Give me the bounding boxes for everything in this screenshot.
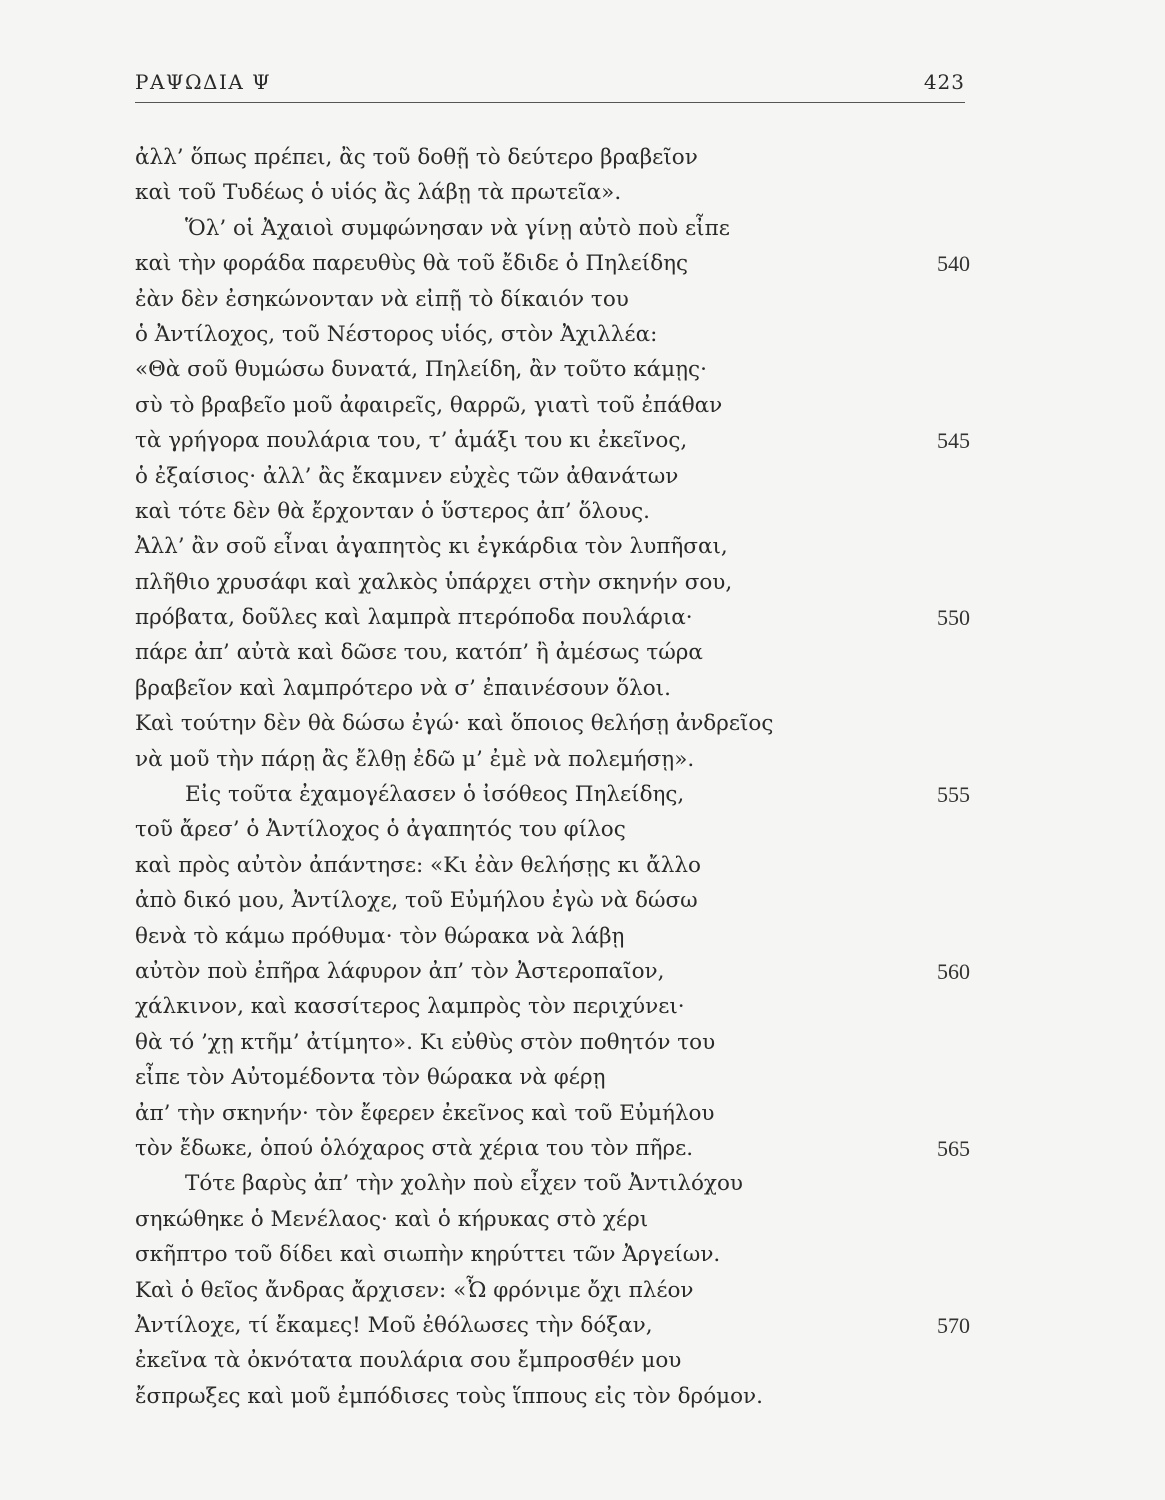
verse-line (135, 1379, 970, 1414)
verse-text: ἔσπρωξες καὶ μοῦ ἐμπόδισες τοὺς ἵππους εἰς τὸν δρόμον. (135, 1383, 763, 1409)
verse-line (135, 812, 970, 847)
verse-line (135, 423, 970, 458)
verse-text: καὶ τότε δὲν θὰ ἔρχονταν ὁ ὕστερος ἀπ’ ὅλους. (135, 498, 650, 524)
verse-text: σὺ τὸ βραβεῖο μοῦ ἀφαιρεῖς, θαρρῶ, γιατὶ τοῦ ἐπάθαν (135, 392, 723, 418)
verse-line (135, 848, 970, 883)
verse-line (135, 352, 970, 387)
verse-text: χάλκινον, καὶ κασσίτερος λαμπρὸς τὸν περιχύνει· (135, 994, 685, 1020)
line-number: 565 (937, 1135, 970, 1161)
verse-line (135, 706, 970, 741)
verse-line (135, 282, 970, 317)
verse-text: νὰ μοῦ τὴν πάρῃ ἂς ἔλθῃ ἐδῶ μ’ ἐμὲ νὰ πολεμήσῃ». (135, 746, 695, 772)
verse-line (135, 175, 970, 210)
verse-text: θενὰ τὸ κάμω πρόθυμα· τὸν θώρακα νὰ λάβῃ (135, 923, 625, 949)
verse-text: καὶ πρὸς αὐτὸν ἀπάντησε: «Κι ἐὰν θελήσῃς κι ἄλλο (135, 852, 701, 878)
verse-text: Τότε βαρὺς ἀπ’ τὴν χολὴν ποὺ εἶχεν τοῦ Ἀντιλόχου (185, 1171, 743, 1197)
verse-line (135, 600, 970, 635)
verse-line (135, 317, 970, 352)
verse-text: «Θὰ σοῦ θυμώσω δυνατά, Πηλείδη, ἂν τοῦτο κάμῃς· (135, 357, 707, 383)
verse-text: Καὶ ὁ θεῖος ἄνδρας ἄρχισεν: «Ὦ φρόνιμε ὄχι πλέον (135, 1277, 694, 1303)
verse-line (135, 459, 970, 494)
verse-line (135, 1343, 970, 1378)
verse-line (135, 1166, 970, 1201)
verse-line (135, 211, 970, 246)
verse-text: σκῆπτρο τοῦ δίδει καὶ σιωπὴν κηρύττει τῶν Ἀργείων. (135, 1242, 721, 1268)
line-number: 545 (937, 428, 970, 454)
verse-text: πλῆθιο χρυσάφι καὶ χαλκὸς ὑπάρχει στὴν σκηνήν σου, (135, 569, 733, 595)
verse-text: ἐκεῖνα τὰ ὀκνότατα πουλάρια σου ἔμπροσθέν μου (135, 1348, 682, 1374)
verse-line (135, 140, 970, 175)
verse-text: Ἀντίλοχε, τί ἔκαμες! Μοῦ ἐθόλωσες τὴν δόξαν, (135, 1312, 653, 1338)
verse-text: καὶ τὴν φοράδα παρευθὺς θὰ τοῦ ἔδιδε ὁ Πηλείδης (135, 251, 689, 277)
verse-line (135, 989, 970, 1024)
verse-line (135, 777, 970, 812)
verse-text: τὰ γρήγορα πουλάρια του, τ’ ἁμάξι του κι ἐκεῖνος, (135, 428, 688, 454)
verse-text: Εἰς τοῦτα ἐχαμογέλασεν ὁ ἰσόθεος Πηλείδης, (185, 782, 685, 808)
verse-line (135, 565, 970, 600)
verse-text: πάρε ἀπ’ αὐτὰ καὶ δῶσε του, κατόπ’ ἢ ἀμέσως τώρα (135, 640, 703, 666)
verse-text: ὁ Ἀντίλοχος, τοῦ Νέστορος υἱός, στὸν Ἀχιλλέα: (135, 321, 658, 347)
running-head: ΡΑΨΩΔΙΑ Ψ (135, 70, 272, 94)
verse-line (135, 494, 970, 529)
verse-text: καὶ τοῦ Τυδέως ὁ υἱός ἂς λάβῃ τὰ πρωτεῖα». (135, 180, 622, 206)
verse-text: ἐὰν δὲν ἐσηκώνονταν νὰ εἰπῇ τὸ δίκαιόν του (135, 286, 629, 312)
verse-line (135, 1308, 970, 1343)
verse-text: Ὅλ’ οἱ Ἀχαιοὶ συμφώνησαν νὰ γίνῃ αὐτὸ ποὺ εἶπε (185, 215, 730, 241)
verse-line (135, 1060, 970, 1095)
verse-line (135, 388, 970, 423)
verse-line (135, 1237, 970, 1272)
verse-line (135, 883, 970, 918)
verse-line (135, 1096, 970, 1131)
verse-line (135, 919, 970, 954)
verse-line (135, 246, 970, 281)
page-header (135, 70, 965, 102)
line-number: 540 (937, 251, 970, 277)
verse-text: αὐτὸν ποὺ ἐπῆρα λάφυρον ἀπ’ τὸν Ἀστεροπαῖον, (135, 958, 665, 984)
verse-text: τὸν ἔδωκε, ὁπού ὁλόχαρος στὰ χέρια του τὸν πῆρε. (135, 1135, 694, 1161)
verse-text: Ἀλλ’ ἂν σοῦ εἶναι ἀγαπητὸς κι ἐγκάρδια τὸν λυπῆσαι, (135, 534, 728, 560)
verse-text: βραβεῖον καὶ λαμπρότερο νὰ σ’ ἐπαινέσουν ὅλοι. (135, 675, 671, 701)
line-number: 570 (937, 1312, 970, 1338)
line-number: 560 (937, 958, 970, 984)
verse-text: θὰ τό ’χῃ κτῆμ’ ἀτίμητο». Κι εὐθὺς στὸν ποθητόν του (135, 1029, 716, 1055)
verse-text: πρόβατα, δοῦλες καὶ λαμπρὰ πτερόποδα πουλάρια· (135, 605, 693, 631)
verse-text: Καὶ τούτην δὲν θὰ δώσω ἐγώ· καὶ ὅποιος θελήσῃ ἀνδρεῖος (135, 711, 774, 737)
page-number: 423 (923, 70, 965, 94)
verse-text: εἶπε τὸν Αὐτομέδοντα τὸν θώρακα νὰ φέρῃ (135, 1065, 606, 1091)
header-rule (135, 102, 965, 103)
verse-line (135, 529, 970, 564)
line-number: 555 (937, 782, 970, 808)
verse-text: τοῦ ἄρεσ’ ὁ Ἀντίλοχος ὁ ἀγαπητός του φίλος (135, 817, 626, 843)
verse-text: ἀπ’ τὴν σκηνήν· τὸν ἔφερεν ἐκεῖνος καὶ τοῦ Εὐμήλου (135, 1100, 715, 1126)
verse-line (135, 954, 970, 989)
verse-line (135, 1202, 970, 1237)
verse-line (135, 671, 970, 706)
verse-line (135, 1131, 970, 1166)
verse-text: ὁ ἐξαίσιος· ἀλλ’ ἂς ἔκαμνεν εὐχὲς τῶν ἀθανάτων (135, 463, 679, 489)
verse-line (135, 742, 970, 777)
verse-text: ἀλλ’ ὅπως πρέπει, ἂς τοῦ δοθῇ τὸ δεύτερο βραβεῖον (135, 145, 698, 170)
verse-line (135, 635, 970, 670)
verse-block (135, 140, 970, 1414)
verse-text: ἀπὸ δικό μου, Ἀντίλοχε, τοῦ Εὐμήλου ἐγὼ νὰ δώσω (135, 888, 698, 914)
line-number: 550 (937, 605, 970, 631)
verse-line (135, 1025, 970, 1060)
verse-line (135, 1273, 970, 1308)
verse-text: σηκώθηκε ὁ Μενέλαος· καὶ ὁ κήρυκας στὸ χέρι (135, 1206, 649, 1232)
